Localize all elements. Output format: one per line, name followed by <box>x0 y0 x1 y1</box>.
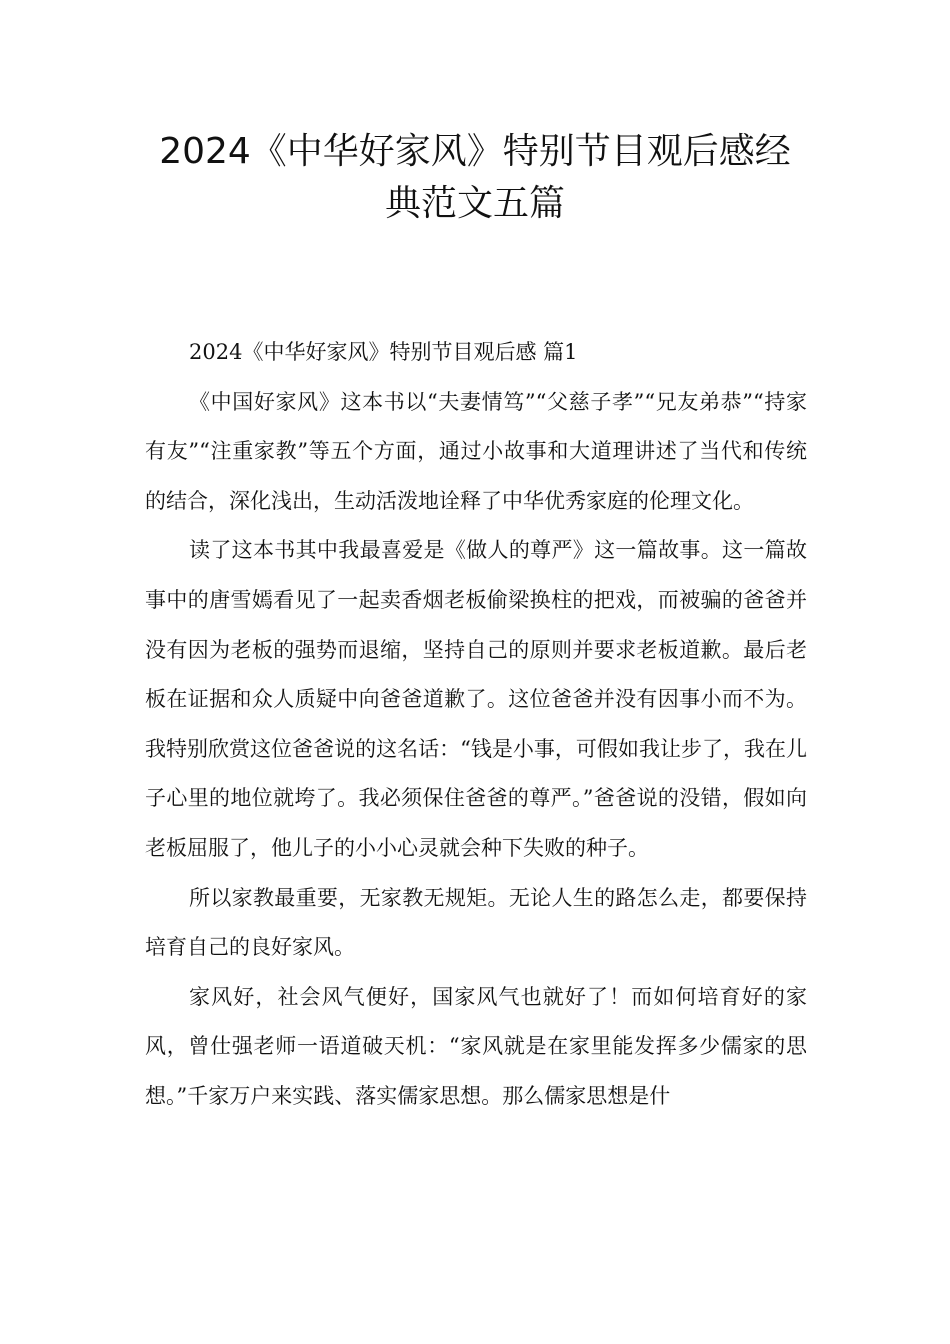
paragraph-4: 家风好，社会风气便好，国家风气也就好了！而如何培育好的家风，曾仕强老师一语道破天机：“家风就是在家里能发挥多少儒家的思想。”千家万户来实践、落实儒家思想。那么儒家思想是什 <box>145 984 807 1108</box>
document-body <box>145 328 807 1122</box>
title-line-1: 2024《中华好家风》特别节目观后感经 <box>159 131 791 172</box>
title-line-2: 典范文五篇 <box>384 183 565 224</box>
document-title <box>100 126 850 230</box>
paragraph-1: 《中国好家风》这本书以“夫妻情笃”“父慈子孝”“兄友弟恭”“持家有友”“注重家教”等五个方面，通过小故事和大道理讲述了当代和传统的结合，深化浅出，生动活泼地诠释了中华优秀家庭的伦理文化。 <box>145 389 807 513</box>
section-heading: 2024《中华好家风》特别节目观后感 篇1 <box>189 340 578 364</box>
paragraph-2: 读了这本书其中我最喜爱是《做人的尊严》这一篇故事。这一篇故事中的唐雪嫣看见了一起卖香烟老板偷梁换柱的把戏，而被骗的爸爸并没有因为老板的强势而退缩，坚持自己的原则并要求老板道歉。最后老板在证据和众人质疑中向爸爸道歉了。这位爸爸并没有因事小而不为。我特别欣赏这位爸爸说的这名话：“钱是小事，可假如我让步了，我在儿子心里的地位就垮了。我必须保住爸爸的尊严。”爸爸说的没错，假如向老板屈服了，他儿子的小小心灵就会种下失败的种子。 <box>145 538 807 860</box>
paragraph-3: 所以家教最重要，无家教无规矩。无论人生的路怎么走，都要保持培育自己的良好家风。 <box>145 885 807 960</box>
